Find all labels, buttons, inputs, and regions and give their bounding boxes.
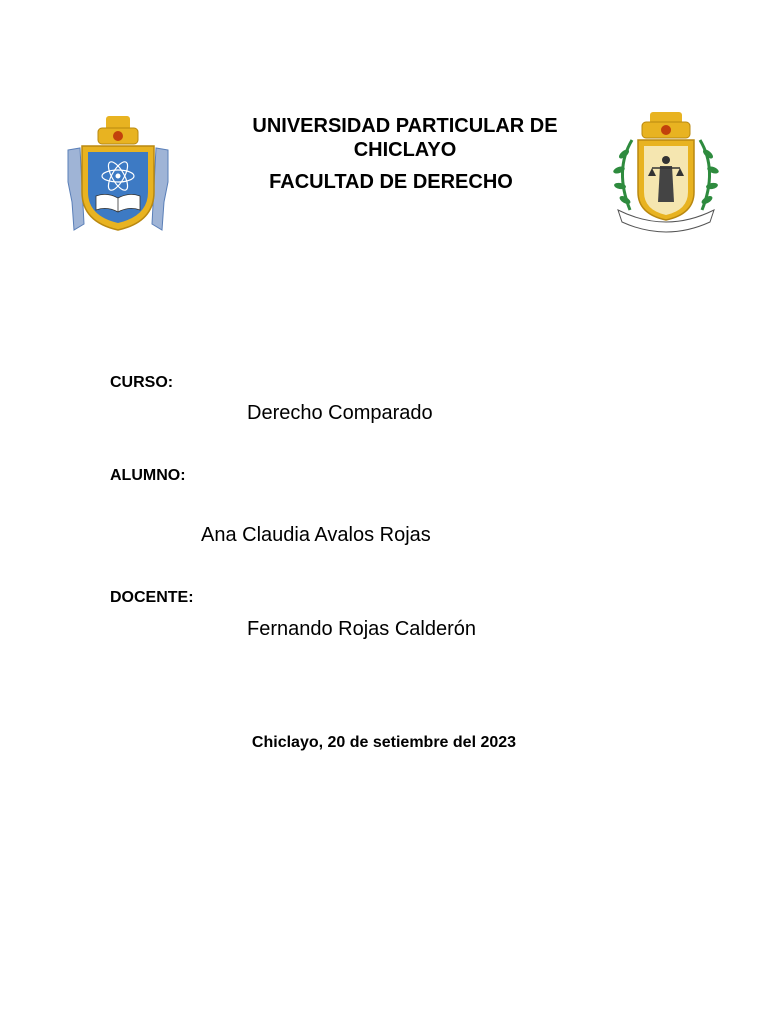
university-name-line1: UNIVERSIDAD PARTICULAR DE: [252, 115, 558, 137]
docente-value: Fernando Rojas Calderón: [247, 618, 477, 640]
docente-label: DOCENTE:: [110, 589, 194, 606]
university-name-line2: CHICLAYO: [353, 139, 457, 161]
place-date: Chiclayo, 20 de setiembre del 2023: [251, 734, 517, 751]
curso-value: Derecho Comparado: [247, 402, 433, 424]
alumno-value: Ana Claudia Avalos Rojas: [201, 524, 431, 546]
curso-label: CURSO:: [110, 374, 174, 391]
university-crest-logo: [66, 112, 170, 232]
university-name: [230, 114, 580, 162]
alumno-label: ALUMNO:: [110, 467, 186, 484]
faculty-name: FACULTAD DE DERECHO: [269, 171, 513, 193]
law-faculty-crest-logo: [612, 110, 720, 234]
